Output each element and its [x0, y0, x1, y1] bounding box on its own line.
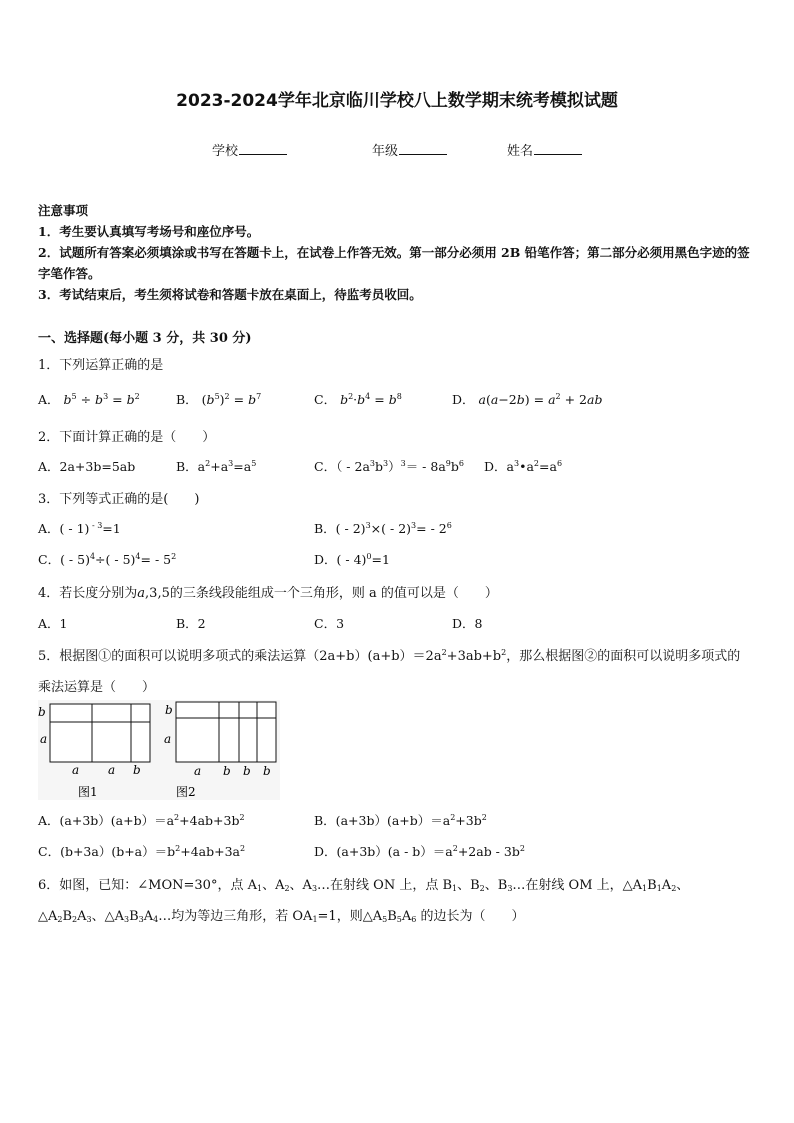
- q5-option-a: A．$(a+3b)(a+b)=a^2+4ab+3b^2$: [38, 813, 245, 828]
- q5-option-b: B．$(a+3b)(a+b)=a^2+3b^2$: [314, 813, 487, 828]
- name-field: [507, 140, 582, 159]
- q6-stem-line1: 6．如图，已知：∠MON=30°，点 $A_1$、$A_2$、$A_3\dots$在射线 ON 上，点 $B_1$、$B_2$、$B_3\dots$在射线 OM 上，$\triangle A_1B_1A_2$、: [38, 878, 690, 893]
- q5-figures: [38, 700, 280, 800]
- q5-stem-line2: 乘法运算是（ ）: [38, 680, 156, 695]
- name-label: 姓名: [507, 144, 534, 159]
- q3-stem: 3．下列等式正确的是( ): [38, 492, 200, 507]
- q1-option-a: A． $b^5 \div b^3 = b^2$: [38, 392, 140, 407]
- q4-option-a: A．1: [38, 616, 68, 631]
- grade-field: [372, 140, 447, 159]
- notice-item-2: 2．试题所有答案必须填涂或书写在答题卡上，在试卷上作答无效。第一部分必须用 2B 铅笔作答；第二部分必须用黑色字迹的签字笔作答。: [38, 245, 750, 281]
- q5-stem-line1: 5．根据图①的面积可以说明多项式的乘法运算$(2a+b)(a+b)=2a^2+3ab+b^2$，那么根据图②的面积可以说明多项式的: [38, 648, 741, 664]
- q5-option-c: C．$(b+3a)(b+a)=b^2+4ab+3a^2$: [38, 844, 246, 859]
- fig2-label-a: a: [164, 732, 172, 746]
- notice-heading: 注意事项: [38, 203, 89, 218]
- q2-option-c: C．（ - $2a^3b^3)^3= - 8a^9b^6$: [314, 459, 464, 474]
- q1-option-d: D． $a(a-2b) = a^2 + 2ab$: [452, 392, 603, 407]
- fig2-label-b3: b: [263, 764, 271, 778]
- grade-label: 年级: [372, 144, 399, 159]
- q6-stem-line2: $\triangle A_2B_2A_3$、$\triangle A_3B_3A_4\dots$均为等边三角形，若 $OA_1=1$，则$\triangle A_5B_5A_6$ 的边长为（ ）: [38, 909, 525, 924]
- q3-option-b: B．( - $2)^3\times( - 2)^3= - 2^6$: [314, 521, 452, 536]
- q2-option-b: B．$a^2+a^3=a^5$: [176, 459, 257, 474]
- fig2-label-b1: b: [223, 764, 231, 778]
- q2-stem: 2．下面计算正确的是（ ）: [38, 430, 216, 445]
- fig2-label-b2: b: [243, 764, 251, 778]
- figure-2-caption: 图2: [176, 785, 196, 799]
- school-field: [212, 140, 287, 159]
- grade-blank: [399, 142, 447, 155]
- q4-stem: 4．若长度分别为a,3,5的三条线段能组成一个三角形，则 a 的值可以是（ ）: [38, 586, 498, 601]
- notice-item-3: 3．考试结束后，考生须将试卷和答题卡放在桌面上，待监考员收回。: [38, 287, 422, 302]
- q3-option-a: A．( - 1) $^{- 3}$=1: [38, 521, 121, 536]
- notice-section: [38, 200, 760, 305]
- q1-option-c: C． $b^2\cdot b^4 = b^8$: [314, 392, 402, 407]
- q4-option-c: C．3: [314, 616, 345, 631]
- q5-option-d: D．$(a+3b)(a - b)=a^2+2ab - 3b^2$: [314, 844, 525, 859]
- q3-option-c: C．( - $5)^4\div( - 5)^4= - 5^2$: [38, 552, 177, 567]
- fig1-label-a2: a: [108, 763, 116, 777]
- fig1-label-a: a: [40, 732, 48, 746]
- q4-option-b: B．2: [176, 616, 206, 631]
- name-blank: [534, 142, 582, 155]
- fig2-label-a1: a: [194, 764, 202, 778]
- notice-item-1: 1．考生要认真填写考场号和座位序号。: [38, 224, 260, 239]
- q4-option-d: D．8: [452, 616, 483, 631]
- figure-1-caption: 图1: [78, 785, 98, 799]
- q2-option-a: A．2a+3b=5ab: [38, 459, 136, 474]
- school-label: 学校: [212, 144, 239, 159]
- q1-stem: 1．下列运算正确的是: [38, 358, 164, 373]
- fig1-label-b2: b: [133, 763, 141, 777]
- q3-option-d: D．( - 4)$^0$=1: [314, 552, 390, 567]
- school-blank: [239, 142, 287, 155]
- page-title: 2023-2024学年北京临川学校八上数学期末统考模拟试题: [176, 91, 618, 111]
- fig2-label-b: b: [165, 703, 173, 717]
- fig1-label-b: b: [38, 705, 46, 719]
- section-heading: 一、选择题(每小题 3 分，共 30 分): [38, 331, 252, 346]
- q1-option-b: B． $(b^5)^2 = b^7$: [176, 392, 262, 407]
- fig1-label-a1: a: [72, 763, 80, 777]
- q2-option-d: D．$a^3•a^2=a^6$: [484, 459, 563, 474]
